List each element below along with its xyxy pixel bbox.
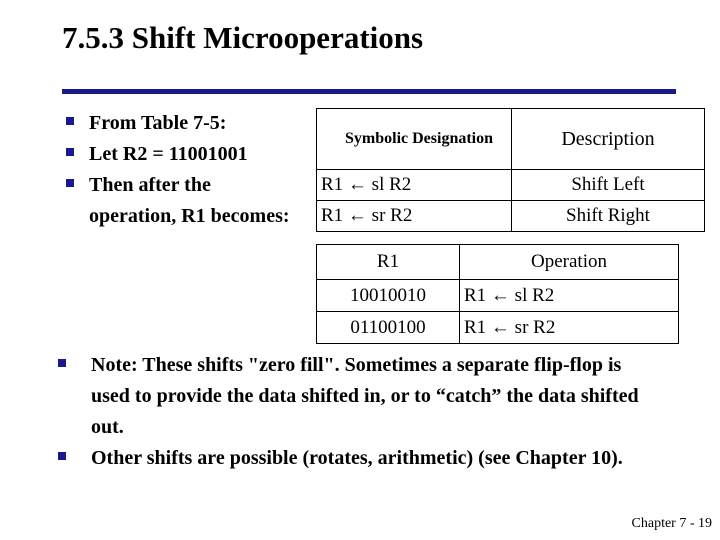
note-item: Other shifts are possible (rotates, arithmetic) (see Chapter 10). — [58, 443, 658, 474]
table-row — [317, 312, 679, 344]
table-row — [317, 170, 705, 201]
square-bullet-icon — [66, 148, 74, 156]
table-cell: Shift Right — [512, 201, 705, 232]
note-item: Note: These shifts "zero fill". Sometimes a separate flip-flop is used to provide the data shifted in, or to “catch” the data shifted out. — [58, 350, 658, 443]
table-cell: R1 ← sl R2 — [460, 280, 679, 312]
square-bullet-icon — [58, 359, 66, 367]
header-operation: Operation — [460, 245, 679, 280]
slide-title: 7.5.3 Shift Microoperations — [62, 20, 424, 55]
notes-list — [58, 350, 658, 474]
header-r1: R1 — [317, 245, 460, 280]
square-bullet-icon — [58, 452, 66, 460]
bullet-item: Then after the operation, R1 becomes: — [66, 170, 301, 232]
square-bullet-icon — [66, 117, 74, 125]
bullet-list — [66, 108, 301, 232]
table-cell: Shift Left — [512, 170, 705, 201]
table-cell: 10010010 — [317, 280, 460, 312]
header-description: Description — [512, 109, 705, 170]
table-header-row — [317, 109, 705, 170]
table-cell: R1 ← sr R2 — [317, 201, 512, 232]
table-cell: R1 ← sr R2 — [460, 312, 679, 344]
table-cell: R1 ← sl R2 — [317, 170, 512, 201]
header-symbolic-designation: Symbolic Designation — [317, 109, 512, 170]
slide-footer: Chapter 7 - 19 — [631, 516, 712, 531]
square-bullet-icon — [66, 179, 74, 187]
shift-result-table — [316, 244, 679, 344]
shift-definition-table — [316, 108, 705, 232]
table-row — [317, 201, 705, 232]
table-row — [317, 280, 679, 312]
bullet-item: Let R2 = 11001001 — [66, 139, 301, 170]
bullet-item: From Table 7-5: — [66, 108, 301, 139]
title-divider — [62, 89, 676, 94]
table-header-row — [317, 245, 679, 280]
table-cell: 01100100 — [317, 312, 460, 344]
